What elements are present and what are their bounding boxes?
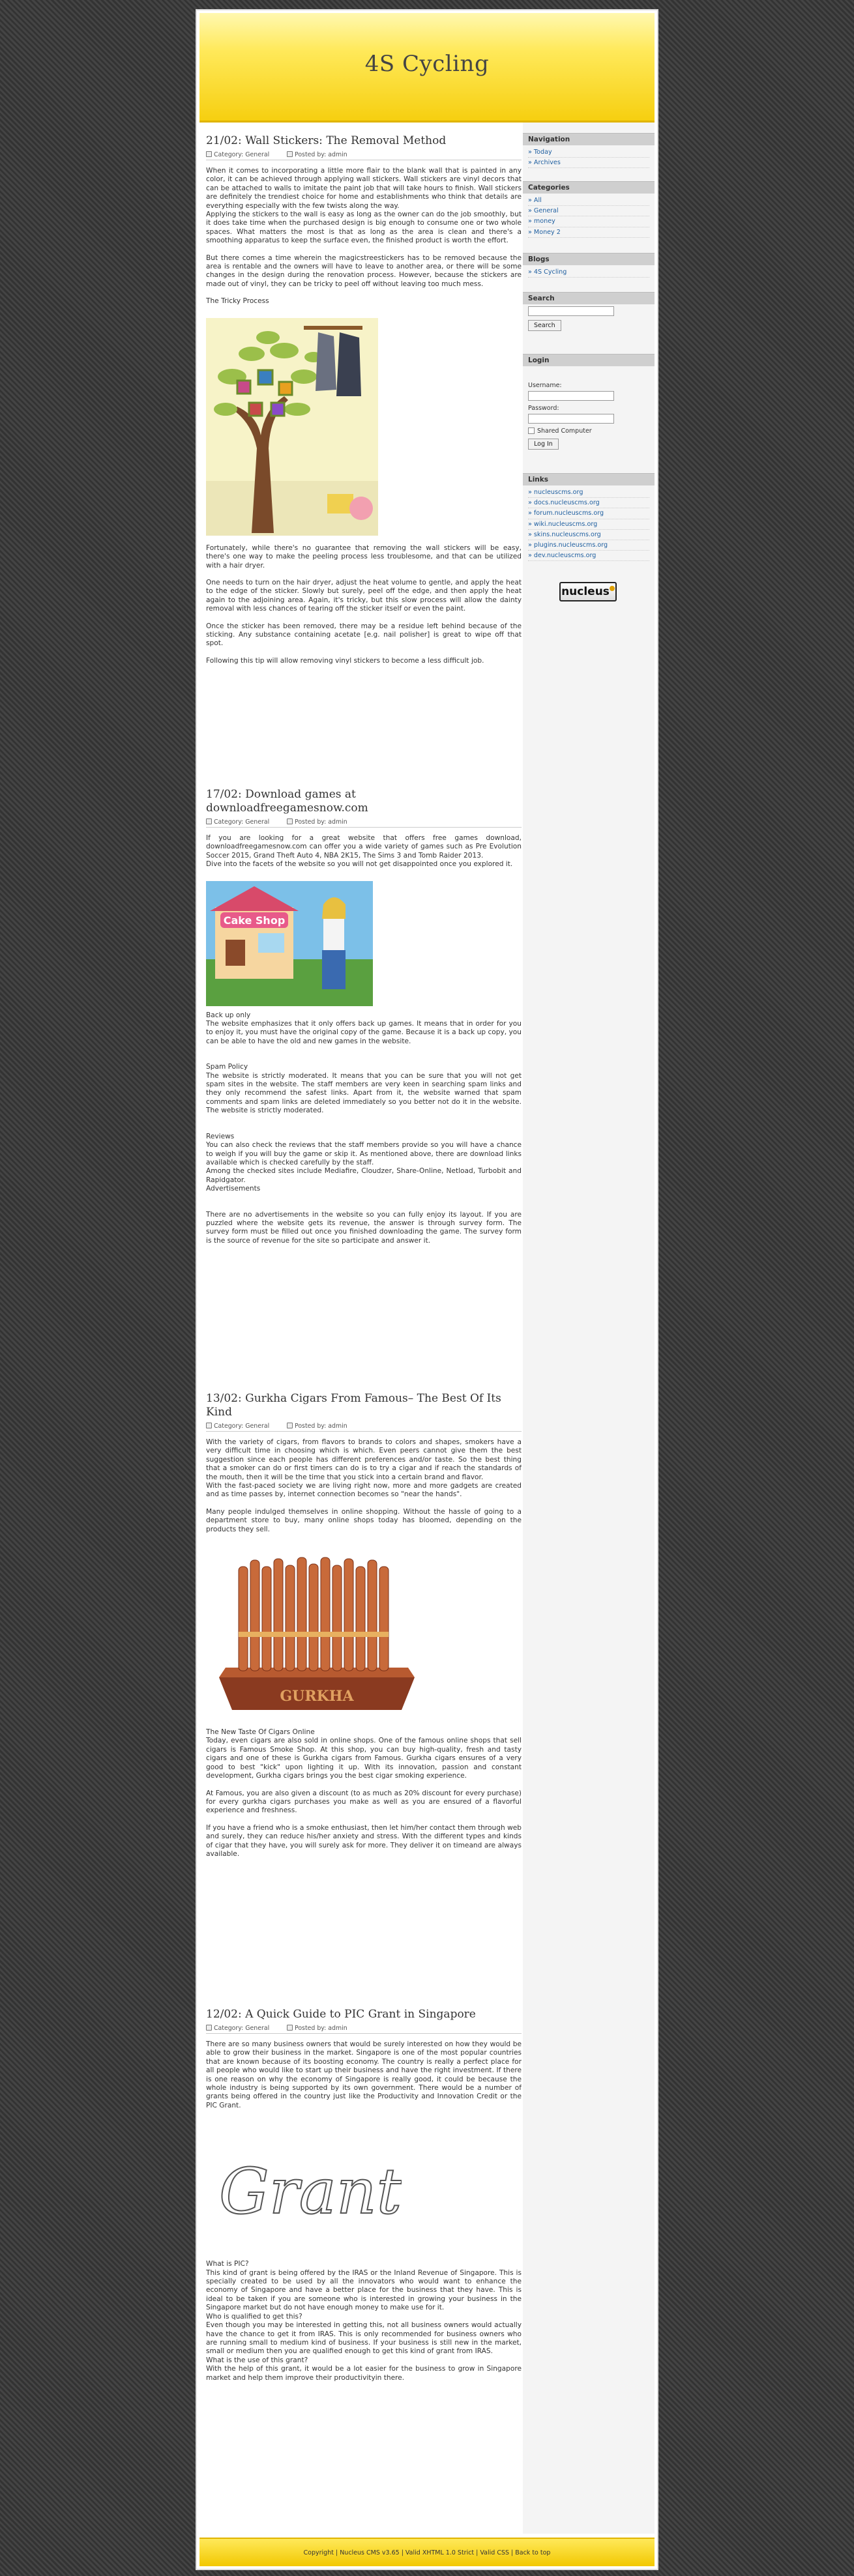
post-author: Posted by: admin	[287, 2024, 347, 2033]
sidebar-link[interactable]: » plugins.nucleuscms.org	[528, 540, 649, 551]
post-wall-stickers	[206, 134, 522, 665]
logo-dot-icon	[610, 586, 615, 591]
post-paragraph: Applying the stickers to the wall is easy as long as the owner can do the job smoothly, but it does take time when the purchased design is big enough to consume one or two whole spaces. What matters the most is that as long as the area is clean and there's a smoothing apparatus to keep the surface even, the finished product is worth the effort.	[206, 210, 522, 245]
post-author: Posted by: admin	[287, 151, 347, 159]
post-paragraph: If you are looking for a great website that offers free games download, downloadfreegamesnow.com can offer you a wide variety of games such as Pre Evolution Soccer 2015, Grand Theft Auto 4, NBA 2K15, The Sims 3 and Tomb Raider 2013.	[206, 834, 522, 860]
post-meta	[206, 818, 522, 828]
username-label: Username:	[528, 382, 562, 389]
user-icon	[287, 1423, 293, 1428]
sidebar-heading: Search	[523, 292, 655, 304]
site-header	[199, 13, 655, 123]
search-button[interactable]: Search	[528, 320, 561, 331]
user-icon	[287, 2025, 293, 2031]
post-subheading[interactable]: The New Taste Of Cigars Online	[206, 1728, 315, 1737]
site-footer	[199, 2538, 655, 2566]
post-paragraph: Once the sticker has been removed, there may be a residue left behind because of the sticking. Any substance containing acetate [e.g. nail polisher] is great to wipe off that spot.	[206, 622, 522, 648]
post-subheading: The Tricky Process	[206, 297, 269, 306]
post-paragraph: Even though you may be interested in getting this, not all business owners would actually have the chance to get it from IRAS. This is only recommended for business owners who are running small to medium kind of business. If your business is still new in the market, small or medium then you are qualified enough to get this kind of grant from IRAS.	[206, 2321, 522, 2356]
grant-logo-text: Grant	[219, 2155, 402, 2229]
password-input[interactable]	[528, 414, 614, 424]
sidebar-link[interactable]: » wiki.nucleuscms.org	[528, 519, 649, 530]
sidebar-links	[523, 473, 655, 565]
sidebar	[523, 123, 655, 2534]
user-icon	[287, 151, 293, 157]
gurkha-logo-text: GURKHA	[280, 1688, 354, 1705]
folder-icon	[206, 2025, 212, 2031]
post-paragraph: When it comes to incorporating a little more flair to the blank wall that is painted in any color, it can be achieved through applying wall stickers. Wall stickers are vinyl decors that can be attached to walls to imitate the paint job that will take hours to finish. Wall stickers are definitely the trendiest choice for home and establishments who think that details are everything especially with the few twists along the way.	[206, 167, 522, 210]
folder-icon	[206, 151, 212, 157]
post-paragraph: Today, even cigars are also sold in online shops. One of the famous online shops that sell cigars is Famous Smoke Shop. At this shop, you can buy high-quality, fresh and tasty cigars and one of these is Gurkha cigars from Famous. Gurkha cigars ensures of a very good to best "kick" upon lighting it up. With its innovation, passion and constant development, Gurkha cigars brings you the best cigar smoking experience.	[206, 1737, 522, 1780]
folder-icon	[206, 818, 212, 824]
post-gurkha-cigars	[206, 1392, 522, 1859]
post-title[interactable]: 17/02: Download games at downloadfreegamesnow.com	[206, 788, 368, 815]
post-meta	[206, 151, 522, 160]
sidebar-search	[523, 292, 655, 331]
sidebar-link[interactable]: » nucleuscms.org	[528, 487, 649, 498]
post-paragraph: If you have a friend who is a smoke enthusiast, then let him/her contact them through web and surely, they can reduce his/her anxiety and stress. With the different types and kinds of cigar that they have, you will surely ask for more. They deliver it on timeand are always available.	[206, 1823, 522, 1858]
wall-sticker-image	[206, 318, 378, 536]
password-label: Password:	[528, 405, 559, 412]
search-input[interactable]	[528, 306, 614, 316]
folder-icon	[206, 1423, 212, 1428]
post-subheading: Advertisements	[206, 1185, 261, 1193]
sidebar-link[interactable]: » skins.nucleuscms.org	[528, 530, 649, 540]
post-paragraph: With the help of this grant, it would be a lot easier for the business to grow in Singapore market and help them improve their productivityin there.	[206, 2365, 522, 2382]
post-paragraph: Fortunately, while there's no guarantee that removing the wall stickers will be easy, there's one way to make the peeling process less troublesome, and that can be utilized with a hair dryer.	[206, 543, 522, 570]
sidebar-login	[523, 354, 655, 450]
sidebar-link[interactable]: » dev.nucleuscms.org	[528, 551, 649, 561]
post-subheading: What is the use of this grant?	[206, 2356, 308, 2364]
post-title[interactable]: 21/02: Wall Stickers: The Removal Method	[206, 134, 447, 147]
sidebar-blogs	[523, 253, 655, 282]
sidebar-heading: Categories	[523, 181, 655, 194]
main-content	[206, 128, 522, 2526]
post-category[interactable]: Category: General	[206, 818, 269, 826]
user-icon	[287, 818, 293, 824]
nucleus-logo[interactable]: nucleus	[559, 582, 617, 601]
post-meta	[206, 1422, 522, 1432]
grant-image	[206, 2136, 402, 2240]
post-paragraph: The website is strictly moderated. It means that you can be sure that you will not get spam sites in the website. The staff members are very keen in searching spam links and they only recommend the safest links. Apart from it, the website warned that spam comments and spam links are deleted immediately so you better not do it in the website. The website is strictly moderated.	[206, 1071, 522, 1115]
post-paragraph: Among the checked sites include Mediafire, Cloudzer, Share-Online, Netload, Turbobit and Rapidgator.	[206, 1167, 522, 1184]
post-pic-grant	[206, 2008, 522, 2382]
post-paragraph: Dive into the facets of the website so you will not get disappointed once you explored it.	[206, 860, 513, 869]
login-button[interactable]: Log In	[528, 439, 559, 450]
post-paragraph: Many people indulged themselves in online shopping. Without the hassle of going to a department store to buy, many online shops today has bloomed, depending on the products they sell.	[206, 1507, 522, 1533]
site-title[interactable]: 4S Cycling	[364, 51, 490, 77]
post-meta	[206, 2024, 522, 2034]
post-paragraph: This kind of grant is being offered by the IRAS or the Inland Revenue of Singapore. This is specially created to be used by all the innovators who would want to enhance the economy of Singapore and have a better place for the business that they have. This is ideal to be taken if you are someone who is interested in growing your business in the Singapore market but do not have enough money to make use for it.	[206, 2268, 522, 2312]
post-title[interactable]: 12/02: A Quick Guide to PIC Grant in Singapore	[206, 2008, 476, 2021]
post-paragraph: One needs to turn on the hair dryer, adjust the heat volume to gentle, and apply the heat to the edge of the sticker. Slowly but surely, peel off the edge, and then apply the heat again to the adjoining area. Again, it's tricky, but this slow process will allow the dainty removal with less chances of tearing off the sticker itself or even the paint.	[206, 578, 522, 613]
post-subheading: What is PIC?	[206, 2260, 249, 2268]
sidebar-heading: Login	[523, 354, 655, 366]
footer-text[interactable]: Copyright | Nucleus CMS v3.65 | Valid XHTML 1.0 Strict | Valid CSS | Back to top	[303, 2549, 551, 2556]
page-container	[196, 9, 658, 2570]
sidebar-heading: Links	[523, 473, 655, 485]
post-paragraph: At Famous, you are also given a discount (to as much as 20% discount for every purchase) for every gurkha cigars purchases you make as well as you are ensured of a flavorful experience and freshness.	[206, 1789, 522, 1815]
shared-computer-checkbox[interactable]: Shared Computer	[528, 427, 655, 435]
post-paragraph: You can also check the reviews that the staff members provide so you will have a chance to weigh if you will buy the game or skip it. As mentioned above, there are download links available which is checked carefully by the staff.	[206, 1141, 522, 1166]
sidebar-item-all[interactable]: » All	[528, 195, 649, 206]
post-author: Posted by: admin	[287, 818, 347, 826]
post-paragraph: With the variety of cigars, from flavors to brands to colors and shapes, smokers have a very difficult time in choosing which is which. Even peers cannot give them the best suggestion since each people has different preferences and/or taste. So the best thing that a smoker can do or first timers can do is to try a cigar and if reach the standards of the mouth, then it will be the time that you stick into a certain brand and flavor.	[206, 1438, 522, 1481]
sidebar-item-today[interactable]: » Today	[528, 147, 649, 158]
post-paragraph: Following this tip will allow removing vinyl stickers to become a less difficult job.	[206, 656, 484, 665]
post-title[interactable]: 13/02: Gurkha Cigars From Famous– The Best Of Its Kind	[206, 1392, 501, 1419]
cake-shop-image	[206, 881, 373, 1006]
post-subheading: Back up only	[206, 1011, 251, 1019]
sidebar-link[interactable]: » docs.nucleuscms.org	[528, 498, 649, 508]
gurkha-cigars-image	[206, 1541, 428, 1723]
sidebar-heading: Blogs	[523, 253, 655, 265]
post-download-games	[206, 788, 522, 1245]
post-category[interactable]: Category: General	[206, 151, 269, 159]
sidebar-navigation	[523, 133, 655, 172]
sidebar-item-money-2[interactable]: » Money 2	[528, 227, 649, 238]
sidebar-item-general[interactable]: » General	[528, 206, 649, 216]
post-paragraph: The website emphasizes that it only offers back up games. It means that in order for you to enjoy it, you must have the original copy of the game. Because it is a back up copy, you can be able to have the old and new games in the website.	[206, 1020, 522, 1045]
post-paragraph: There are so many business owners that would be surely interested on how they would be able to grow their business in the market. Singapore is one of the most popular countries that are known because of its boosting economy. The country is really a perfect place for all people who would like to start up their business and have the right investment. If there is one reason on why the economy of Singapore is really good, it could be because the whole industry is being supported by its own government. There would be a number of grants being offered in the country just like the Productivity and Innovation Credit or the PIC Grant.	[206, 2040, 522, 2109]
checkbox-icon[interactable]	[528, 427, 535, 434]
post-subheading: Spam Policy	[206, 1063, 248, 1071]
sidebar-item-archives[interactable]: » Archives	[528, 158, 649, 168]
sidebar-item-money[interactable]: » money	[528, 216, 649, 227]
post-paragraph: But there comes a time wherein the magicstreestickers has to be removed because the area is rentable and the owners will have to leave to another area, or there will be some changes in the design during the renovation process. However, because the stickers are made out of vinyl, they can be tricky to peel off without leaving too much mess.	[206, 253, 522, 288]
post-paragraph: There are no advertisements in the website so you can fully enjoy its layout. If you are puzzled where the website gets its revenue, the answer is through survey form. The survey form must be filled out once you finished downloading the game. The survey form is the source of revenue for the site so participate and answer it.	[206, 1210, 522, 1245]
post-author: Posted by: admin	[287, 1422, 347, 1430]
username-input[interactable]	[528, 391, 614, 401]
sidebar-item-4s-cycling[interactable]: » 4S Cycling	[528, 267, 649, 278]
cake-shop-logo-text: Cake Shop	[223, 914, 286, 927]
sidebar-heading: Navigation	[523, 133, 655, 145]
post-subheading: Reviews	[206, 1132, 235, 1140]
post-category[interactable]: Category: General	[206, 1422, 269, 1430]
sidebar-categories	[523, 181, 655, 242]
post-category[interactable]: Category: General	[206, 2024, 269, 2033]
post-paragraph: With the fast-paced society we are living right now, more and more gadgets are created and as time passes by, internet connection becomes so "near the hands".	[206, 1482, 522, 1499]
post-subheading: Who is qualified to get this?	[206, 2312, 302, 2321]
sidebar-link[interactable]: » forum.nucleuscms.org	[528, 508, 649, 519]
